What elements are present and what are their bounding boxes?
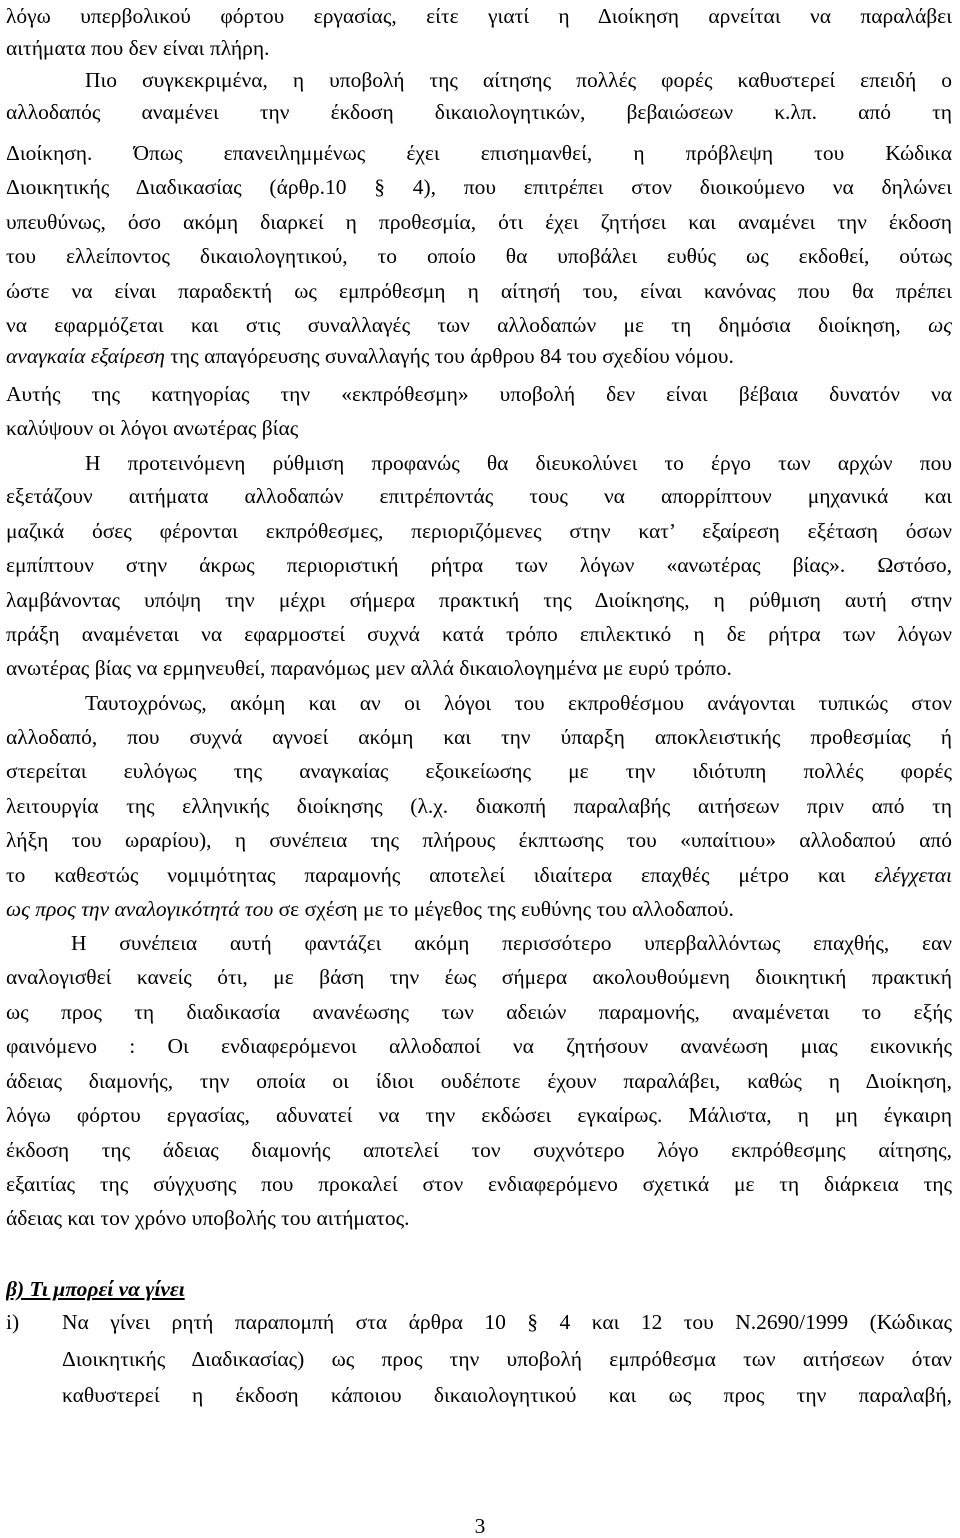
text-line: Διοικητικής Διαδικασίας (άρθρ.10 § 4), που επιτρέπει στον διοικούμενο να δηλώνει (6, 175, 952, 199)
text-line: Η προτεινόμενη ρύθμιση προφανώς θα διευκολύνει το έργο των αρχών που (85, 451, 952, 475)
text-line: λόγω υπερβολικού φόρτου εργασίας, είτε γιατί η Διοίκηση αρνείται να παραλάβει (6, 4, 952, 28)
text-line: Η συνέπεια αυτή φαντάζει ακόμη περισσότερο υπερβαλλόντως επαχθής, εαν (71, 931, 952, 955)
text-line: Να γίνει ρητή παραπομπή στα άρθρα 10 § 4 και 12 του Ν.2690/1999 (Κώδικας (62, 1310, 952, 1334)
text-line: εξαιτίας της σύγχυσης που προκαλεί στον ενδιαφερόμενο σχετικά με τη διάρκεια της (6, 1172, 952, 1196)
section-heading-text: β) Τι μπορεί να γίνει (6, 1277, 185, 1301)
text-segment: της απαγόρευσης συναλλαγής του άρθρου 84 του σχεδίου νόμου. (170, 344, 734, 368)
text-line: αιτήματα που δεν είναι πλήρη. (6, 36, 270, 60)
text-segment: το καθεστώς νομιμότητας παραμονής αποτελεί ιδιαίτερα επαχθές μέτρο και (6, 863, 846, 887)
text-line: Αυτής της κατηγορίας την «εκπρόθεσμη» υποβολή δεν είναι βέβαια δυνατόν να (6, 382, 952, 406)
text-line: εμπίπτουν στην άκρως περιοριστική ρήτρα των λόγων «ανωτέρας βίας». Ωστόσο, (6, 553, 952, 577)
italic-text: ως (928, 313, 952, 337)
text-line: πράξη αναμένεται να εφαρμοστεί συχνά κατά τρόπο επιλεκτικό η δε ρήτρα των λόγων (6, 622, 952, 646)
text-line: στερείται ευλόγως της αναγκαίας εξοικείωσης με την ιδιότυπη πολλές φορές (6, 759, 952, 783)
text-line: λήξη του ωραρίου), η συνέπεια της πλήρους έκπτωσης του «υπαίτιου» αλλοδαπού από (6, 828, 952, 852)
text-line: ανωτέρας βίας να ερμηνευθεί, παρανόμως μεν αλλά δικαιολογημένα με ευρύ τρόπο. (6, 656, 732, 680)
text-line: λόγω φόρτου εργασίας, αδυνατεί να την εκδώσει εγκαίρως. Μάλιστα, η μη έγκαιρη (6, 1103, 952, 1127)
text-line: αλλοδαπός αναμένει την έκδοση δικαιολογητικών, βεβαιώσεων κ.λπ. από τη (6, 100, 952, 124)
page-number: 3 (474, 1514, 486, 1538)
text-line: Πιο συγκεκριμένα, η υποβολή της αίτησης πολλές φορές καθυστερεί επειδή ο (85, 68, 952, 92)
text-line: καθυστερεί η έκδοση κάποιου δικαιολογητικού και ως προς την παραλαβή, (62, 1383, 952, 1407)
text-line (6, 343, 952, 369)
section-heading (6, 1276, 952, 1302)
text-line: εξετάζουν αιτήματα αλλοδαπών επιτρέποντάς τους να απορρίπτουν μηχανικά και (6, 484, 952, 508)
text-line: ως προς τη διαδικασία ανανέωσης των αδειών παραμονής, αναμένεται το εξής (6, 1000, 952, 1024)
text-line: ώστε να είναι παραδεκτή ως εμπρόθεσμη η αίτησή του, είναι κανόνας που θα πρέπει (6, 279, 952, 303)
text-line: Διοίκηση. Όπως επανειλημμένως έχει επισημανθεί, η πρόβλεψη του Κώδικα (6, 141, 952, 165)
text-line (6, 862, 952, 888)
text-line (6, 312, 952, 338)
text-line: αναλογισθεί κανείς ότι, με βάση την έως σήμερα ακολουθούμενη διοικητική πρακτική (6, 965, 952, 989)
text-line: λειτουργία της ελληνικής διοίκησης (λ.χ. διακοπή παραλαβής αιτήσεων πριν από τη (6, 794, 952, 818)
text-line: φαινόμενο : Οι ενδιαφερόμενοι αλλοδαποί να ζητήσουν ανανέωση μιας εικονικής (6, 1034, 952, 1058)
list-marker: i) (6, 1310, 20, 1334)
text-line: λαμβάνοντας υπόψη την μέχρι σήμερα πρακτική της Διοίκησης, η ρύθμιση αυτή στην (6, 588, 952, 612)
text-line: μαζικά όσες φέρονται εκπρόθεσμες, περιοριζόμενες στην κατ’ εξαίρεση εξέταση όσων (6, 519, 952, 543)
text-line (6, 896, 952, 922)
text-line: καλύψουν οι λόγοι ανωτέρας βίας (6, 416, 299, 440)
italic-text: αναγκαία εξαίρεση (6, 344, 165, 368)
text-line: έκδοση της άδειας διαμονής αποτελεί τον συχνότερο λόγο εκπρόθεσμης αίτησης, (6, 1138, 952, 1162)
text-line: Διοικητικής Διαδικασίας) ως προς την υποβολή εμπρόθεσμα των αιτήσεων όταν (62, 1347, 952, 1371)
text-line: του ελλείποντος δικαιολογητικού, το οποίο θα υποβάλει ευθύς ως εκδοθεί, ούτως (6, 244, 952, 268)
text-segment: να εφαρμόζεται και στις συναλλαγές των αλλοδαπών με τη δημόσια διοίκηση, (6, 313, 901, 337)
text-segment: σε σχέση με το μέγεθος της ευθύνης του αλλοδαπού. (278, 897, 734, 921)
text-line: αλλοδαπό, που συχνά αγνοεί ακόμη και την ύπαρξη αποκλειστικής προθεσμίας ή (6, 725, 952, 749)
italic-text: ελέγχεται (874, 863, 952, 887)
text-line: άδειας διαμονής, την οποία οι ίδιοι ουδέποτε έχουν παραλάβει, καθώς η Διοίκηση, (6, 1069, 952, 1093)
text-line: Ταυτοχρόνως, ακόμη και αν οι λόγοι του εκπροθέσμου ανάγονται τυπικώς στον (85, 691, 952, 715)
text-line: υπευθύνως, όσο ακόμη διαρκεί η προθεσμία, ότι έχει ζητήσει και αναμένει την έκδοση (6, 210, 952, 234)
text-line: άδειας και τον χρόνο υποβολής του αιτήματος. (6, 1206, 410, 1230)
italic-text: ως προς την αναλογικότητά του (6, 897, 274, 921)
